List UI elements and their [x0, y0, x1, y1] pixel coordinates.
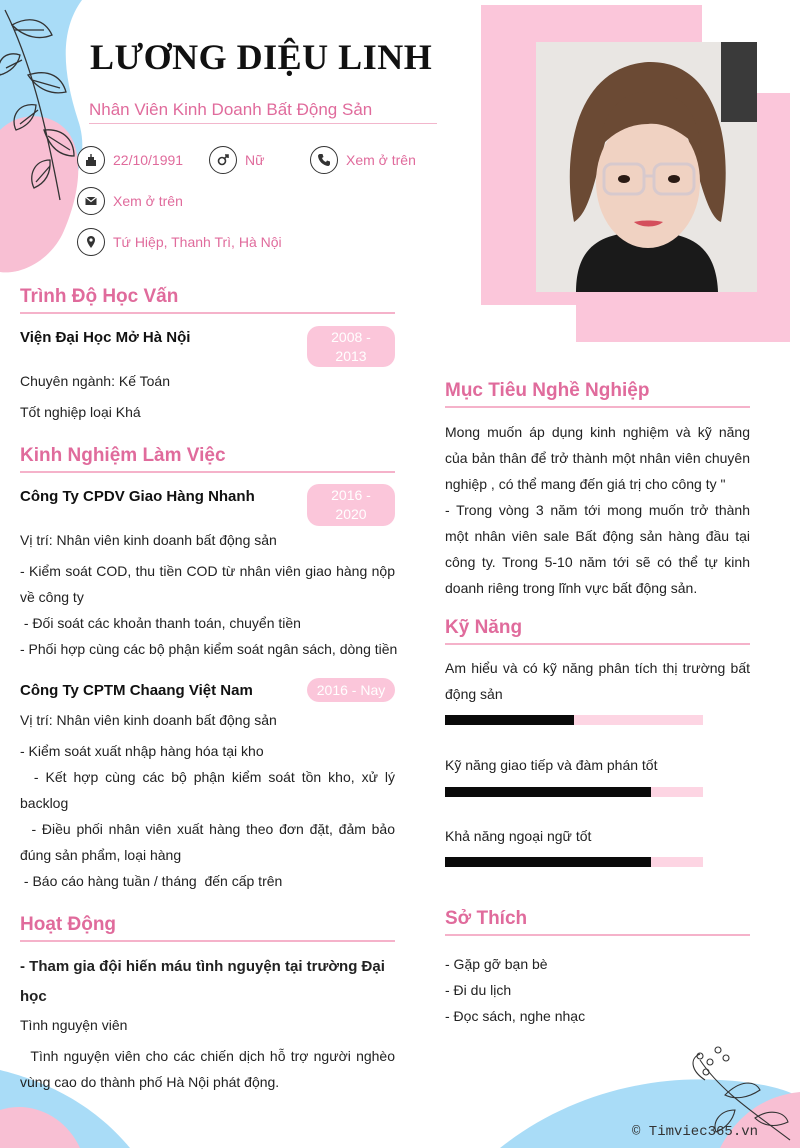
mail-icon — [77, 187, 105, 215]
objective-text-2: - Trong vòng 3 năm tới mong muốn trở thành một nhân viên sale Bất động sản hàng đầu tại công ty. Trong 5-10 năm tới sẽ có thể tự kinh doanh riêng trong lĩnh vực bất động sản. — [445, 502, 750, 596]
job-2-company: Công Ty CPTM Chaang Việt Nam — [20, 682, 253, 699]
education-school: Viện Đại Học Mở Hà Nội — [20, 329, 191, 346]
education-period-start: 2008 - — [331, 329, 371, 345]
job-2-period-badge: 2016 - Nay — [307, 678, 395, 702]
contact-gender — [209, 146, 264, 174]
skill-3-label: Khả năng ngoại ngữ tốt — [445, 828, 592, 844]
gender-icon — [209, 146, 237, 174]
contact-address — [77, 228, 282, 256]
profile-photo — [536, 42, 757, 292]
skill-3-bar — [445, 857, 703, 867]
contact-phone — [310, 146, 416, 174]
job-1-period-end: 2020 — [335, 506, 367, 522]
skill-1-bar — [445, 715, 703, 725]
cake-icon — [77, 146, 105, 174]
contact-birthday — [77, 146, 183, 174]
job-1-period-badge — [307, 484, 395, 526]
email-text: Xem ở trên — [113, 193, 183, 209]
education-major: Chuyên ngành: Kế Toán — [20, 373, 170, 389]
job-1-company: Công Ty CPDV Giao Hàng Nhanh — [20, 488, 255, 505]
hobby-item: - Đọc sách, nghe nhạc — [445, 1008, 586, 1024]
education-grade: Tốt nghiệp loại Khá — [20, 404, 141, 420]
job-1-duty-1: - Kiểm soát COD, thu tiền COD từ nhân viên giao hàng nộp về công ty — [20, 563, 395, 605]
job-1-position: Vị trí: Nhân viên kinh doanh bất động sản — [20, 532, 277, 548]
hobby-item: - Gặp gỡ bạn bè — [445, 956, 548, 972]
gender-text: Nữ — [245, 152, 265, 168]
job-1-period-start: 2016 - — [331, 487, 371, 503]
skills-divider — [445, 643, 750, 645]
skills-title: Kỹ Năng — [445, 617, 523, 638]
skill-2-label: Kỹ năng giao tiếp và đàm phán tốt — [445, 757, 658, 773]
activities-title: Hoạt Động — [20, 914, 117, 935]
phone-text: Xem ở trên — [346, 152, 416, 168]
contact-email — [77, 187, 183, 215]
job-1-duty-3: - Phối hợp cùng các bộ phận kiểm soát ngân sách, dòng tiền — [20, 641, 398, 657]
education-period-badge — [307, 326, 395, 367]
hobbies-divider — [445, 934, 750, 936]
job-1-duty-2: - Đối soát các khoản thanh toán, chuyển tiền — [20, 615, 301, 631]
objective-title: Mục Tiêu Nghề Nghiệp — [445, 380, 650, 401]
birthday-text: 22/10/1991 — [113, 152, 184, 168]
experience-title: Kinh Nghiệm Làm Việc — [20, 445, 226, 466]
address-text: Tứ Hiệp, Thanh Trì, Hà Nội — [113, 234, 282, 250]
map-pin-icon — [77, 228, 105, 256]
activity-role: Tình nguyện viên — [20, 1017, 128, 1033]
job-2-duty-1: - Kiểm soát xuất nhập hàng hóa tại kho — [20, 743, 264, 759]
objective-divider — [445, 406, 750, 408]
footer-watermark: © Timviec365.vn — [632, 1124, 759, 1140]
experience-divider — [20, 471, 395, 473]
education-title: Trình Độ Học Vấn — [20, 286, 179, 307]
objective-text-1: Mong muốn áp dụng kinh nghiệm và kỹ năng của bản thân để trở thành một nhân viên chuyên nghiệp , có thể mang đến giá trị cho công ty " — [445, 424, 750, 492]
hobbies-title: Sở Thích — [445, 908, 528, 929]
education-divider — [20, 312, 395, 314]
job-2-position: Vị trí: Nhân viên kinh doanh bất động sản — [20, 712, 277, 728]
job-title: Nhân Viên Kinh Doanh Bất Động Sản — [89, 100, 373, 119]
pink-blob-top-left — [0, 116, 78, 272]
activity-description: Tình nguyện viên cho các chiến dịch hỗ trợ người nghèo vùng cao do thành phố Hà Nội phát động. — [20, 1048, 399, 1090]
job-2-duty-3: - Điều phối nhân viên xuất hàng theo đơn đặt, đảm bảo đúng sản phẩm, loại hàng — [20, 821, 399, 863]
education-period-end: 2013 — [335, 348, 367, 364]
candidate-name: LƯƠNG DIỆU LINH — [90, 37, 433, 77]
skill-1-label: Am hiểu và có kỹ năng phân tích thị trường bất động sản — [445, 660, 750, 702]
hobby-item: - Đi du lịch — [445, 982, 512, 998]
skill-3-bar-fill — [445, 857, 651, 867]
activity-name: - Tham gia đội hiến máu tình nguyện tại trường Đại học — [20, 958, 385, 1005]
job-title-underline — [89, 123, 437, 124]
phone-icon — [310, 146, 338, 174]
job-2-duty-4: - Báo cáo hàng tuần / tháng đến cấp trên — [20, 873, 283, 889]
job-2-duty-2: - Kết hợp cùng các bộ phận kiểm soát tồn kho, xử lý backlog — [20, 769, 399, 811]
activities-divider — [20, 940, 395, 942]
skill-1-bar-fill — [445, 715, 574, 725]
skill-2-bar-fill — [445, 787, 651, 797]
skill-2-bar — [445, 787, 703, 797]
